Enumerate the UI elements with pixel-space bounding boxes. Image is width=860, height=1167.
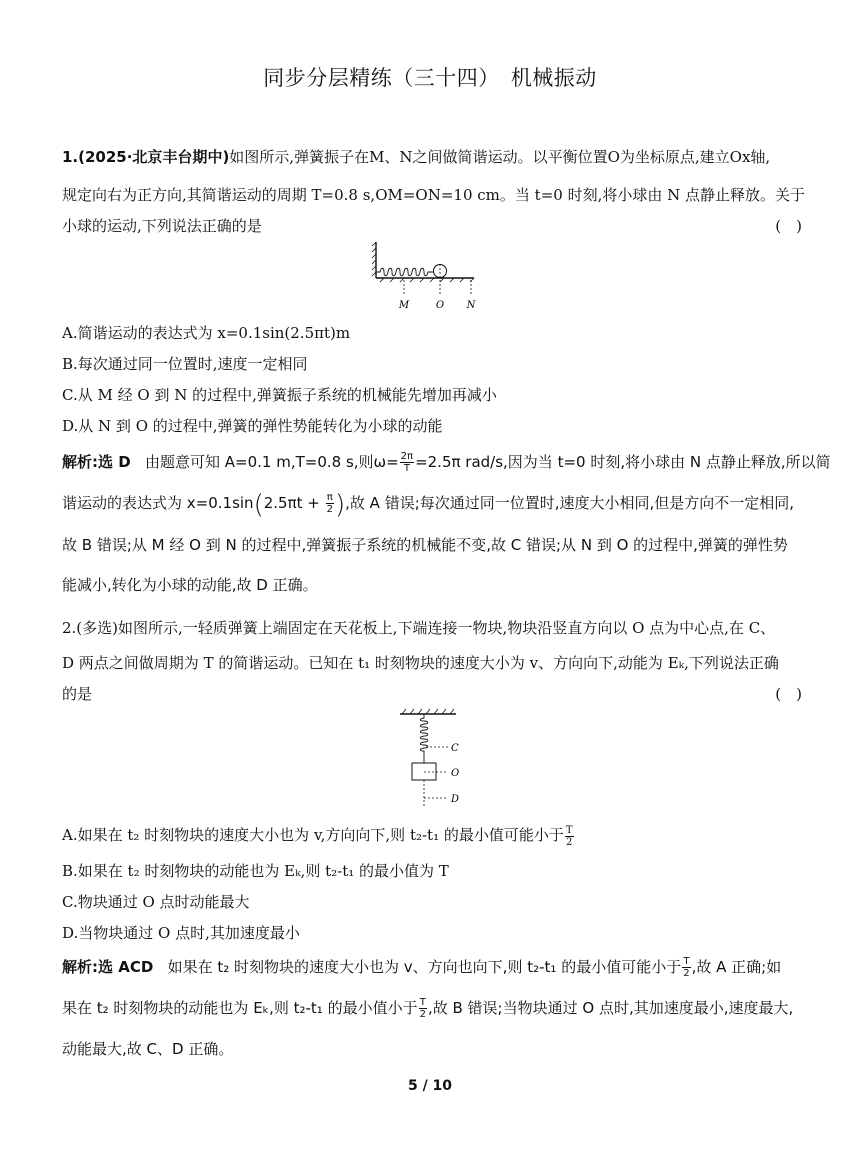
q2-line-1: 2.(多选)如图所示,一轻质弹簧上端固定在天花板上,下端连接一物块,物块沿竖直方向以 O 点为中心点,在 C、: [62, 619, 776, 637]
q1-line-2: 规定向右为正方向,其简谐运动的周期 T=0.8 s,OM=ON=10 cm。当 t=0 时刻,将小球由 N 点静止释放。关于: [62, 186, 806, 204]
q2-ceiling: [400, 709, 456, 714]
q1-line1-a: 如图所示,弹簧振子在: [229, 148, 370, 166]
q1-line1-b: M、N之间做简谐运动。以平衡位置: [369, 148, 608, 166]
q1-answer-paren: ( ): [775, 217, 802, 235]
q2-line-3: 的是: [62, 685, 93, 703]
q2-solution-label: 解析:选 ACD: [62, 958, 154, 976]
page-title: 同步分层精练（三十四） 机械振动: [263, 66, 597, 90]
q2-solution-line-1: 解析:选 ACD 如果在 t₂ 时刻物块的速度大小也为 v、方向也向下,则 t₂-t₁ 的最小值可能小于 $\frac{T}{2}$ ,故 A 正确;如: [62, 956, 782, 979]
q2-label-o: O: [451, 768, 460, 779]
q1-floor: [376, 278, 474, 282]
q2-option-a: A.如果在 t₂ 时刻物块的速度大小也为 v,方向向下,则 t₂-t₁ 的最小值可能小于 $\frac{T}{2}$: [62, 824, 573, 848]
q2-solution-line-3: 动能最大,故 C、D 正确。: [62, 1040, 234, 1058]
q1-solution-2b: ,故 A 错误;每次通过同一位置时,速度大小相同,但是方向不一定相同,: [345, 494, 795, 512]
q1-solution-line-2: 谐运动的表达式为 x=0.1sin(2.5πt + $\frac{\pi}{2}$ ),故 A 错误;每次通过同一位置时,速度大小相同,但是方向不一定相同,: [62, 490, 795, 520]
q1-option-b: B.每次通过同一位置时,速度一定相同: [62, 355, 308, 373]
q1-spring-figure: [370, 240, 490, 312]
q1-line-3: 小球的运动,下列说法正确的是: [62, 217, 262, 235]
page-number: 5 / 10: [407, 1078, 453, 1094]
q1-solution-1a: 由题意可知 A=0.1 m,T=0.8 s,则ω=: [145, 453, 399, 471]
q1-spring-coil: [376, 268, 434, 276]
q1-option-c: C.从 M 经 O 到 N 的过程中,弹簧振子系统的机械能先增加再减小: [62, 386, 497, 404]
q1-solution-line-4: 能减小,转化为小球的动能,故 D 正确。: [62, 576, 318, 594]
q2-option-b: B.如果在 t₂ 时刻物块的动能也为 Eₖ,则 t₂-t₁ 的最小值为 T: [62, 862, 449, 880]
q1-ball: [434, 265, 447, 278]
q1-option-a: A.简谐运动的表达式为 x=0.1sin(2.5πt)m: [62, 324, 351, 342]
q2-spring-figure: [398, 706, 464, 810]
q2-solution-line-2: 果在 t₂ 时刻物块的动能也为 Eₖ,则 t₂-t₁ 的最小值小于 $\frac{T}{2}$ ,故 B 错误;当物块通过 O 点时,其加速度最小,速度最大,: [62, 997, 794, 1020]
q2-label-d: D: [451, 794, 460, 805]
q2-label-c: C: [451, 743, 459, 754]
q2-option-c: C.物块通过 O 点时动能最大: [62, 893, 250, 911]
q1-label-m: M: [398, 300, 410, 311]
q1-line1-c: O为坐标原点,建立: [607, 148, 730, 166]
q1-omega-fraction: $\frac{2\pi}{T}$: [400, 451, 414, 474]
q2-solution-fraction-2: $\frac{T}{2}$: [419, 997, 426, 1020]
q2-solution-fraction-1: $\frac{T}{2}$: [683, 956, 690, 979]
q1-solution-line-3: 故 B 错误;从 M 经 O 到 N 的过程中,弹簧振子系统的机械能不变,故 C 错误;从 N 到 O 的过程中,弹簧的弹性势: [62, 536, 788, 554]
q1-option-d: D.从 N 到 O 的过程中,弹簧的弹性势能转化为小球的动能: [62, 417, 443, 435]
q1-solution-2-inner: 2.5πt +: [263, 494, 325, 512]
q1-line1-d: Ox轴,: [729, 148, 771, 166]
q1-number: 1.(2025·北京丰台期中): [62, 148, 230, 166]
q1-solution-label: 解析:选 D: [62, 453, 131, 471]
q1-solution-1b: =2.5π rad/s,因为当 t=0 时刻,将小球由 N 点静止释放,所以简: [415, 453, 831, 471]
q2-option-d: D.当物块通过 O 点时,其加速度最小: [62, 924, 300, 942]
q2-spring-coil: [420, 714, 428, 763]
q1-label-n: N: [466, 300, 476, 311]
q1-line-1: [62, 146, 802, 167]
q2-line-2: D 两点之间做周期为 T 的简谐运动。已知在 t₁ 时刻物块的速度大小为 v、方向向下,动能为 Eₖ,下列说法正确: [62, 654, 779, 672]
q2-option-a-fraction: $\frac{T}{2}$: [565, 824, 573, 848]
q2-answer-paren: ( ): [775, 685, 802, 703]
q1-phase-fraction: $\frac{\pi}{2}$: [326, 492, 333, 515]
q1-solution-2a: 谐运动的表达式为 x=0.1sin: [62, 494, 254, 512]
q2-block: [412, 763, 436, 780]
q1-label-o: O: [435, 300, 445, 311]
q1-wall: [372, 242, 376, 278]
q1-solution-line-1: [62, 451, 831, 474]
